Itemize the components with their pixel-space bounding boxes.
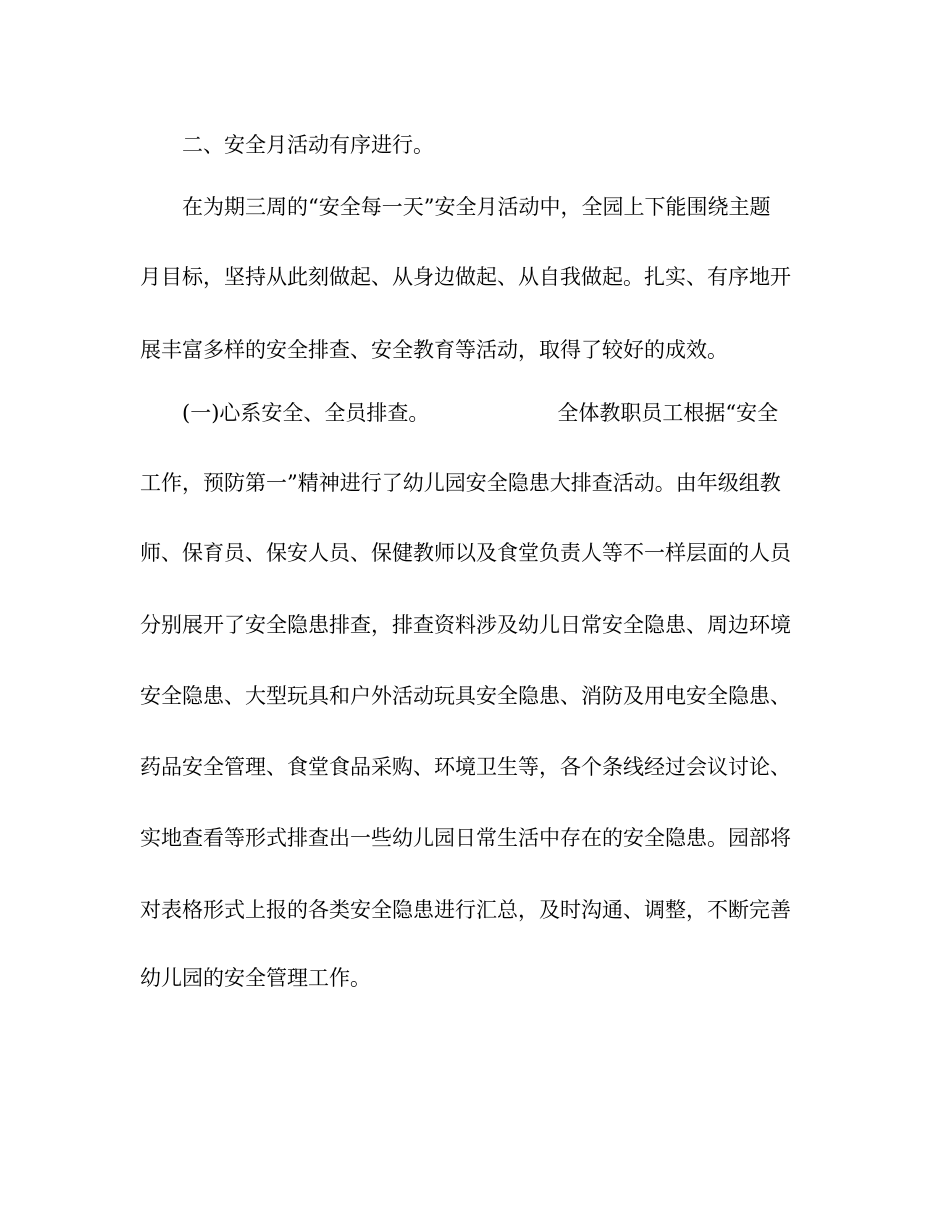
paragraph-text: 全体教职员工根据“安全 [557, 401, 779, 425]
paragraph-line: 工作，预防第一”精神进行了幼儿园安全隐患大排查活动。由年级组教 [140, 471, 781, 495]
paragraph-line: 幼儿园的安全管理工作。 [140, 966, 371, 990]
paragraph-line: 实地查看等形式排查出一些幼儿园日常生活中存在的安全隐患。园部将 [140, 826, 791, 850]
paragraph-line: 对表格形式上报的各类安全隐患进行汇总，及时沟通、调整，不断完善 [140, 898, 791, 922]
subsection-line [182, 398, 820, 428]
paragraph-line: 月目标，坚持从此刻做起、从身边做起、从自我做起。扎实、有序地开 [140, 265, 791, 289]
paragraph-line: 在为期三周的“安全每一天”安全月活动中，全园上下能围绕主题 [182, 195, 771, 219]
paragraph-line: 展丰富多样的安全排查、安全教育等活动，取得了较好的成效。 [140, 338, 728, 362]
paragraph-line: 安全隐患、大型玩具和户外活动玩具安全隐患、消防及用电安全隐患、 [140, 684, 791, 708]
paragraph-line: 师、保育员、保安人员、保健教师以及食堂负责人等不一样层面的人员 [140, 541, 791, 565]
section-heading: 二、安全月活动有序进行。 [182, 133, 434, 157]
paragraph-line: 分别展开了安全隐患排查，排查资料涉及幼儿日常安全隐患、周边环境 [140, 613, 791, 637]
paragraph-line: 药品安全管理、食堂食品采购、环境卫生等，各个条线经过会议讨论、 [140, 755, 791, 779]
subsection-heading: (一)心系安全、全员排查。 [182, 401, 430, 425]
